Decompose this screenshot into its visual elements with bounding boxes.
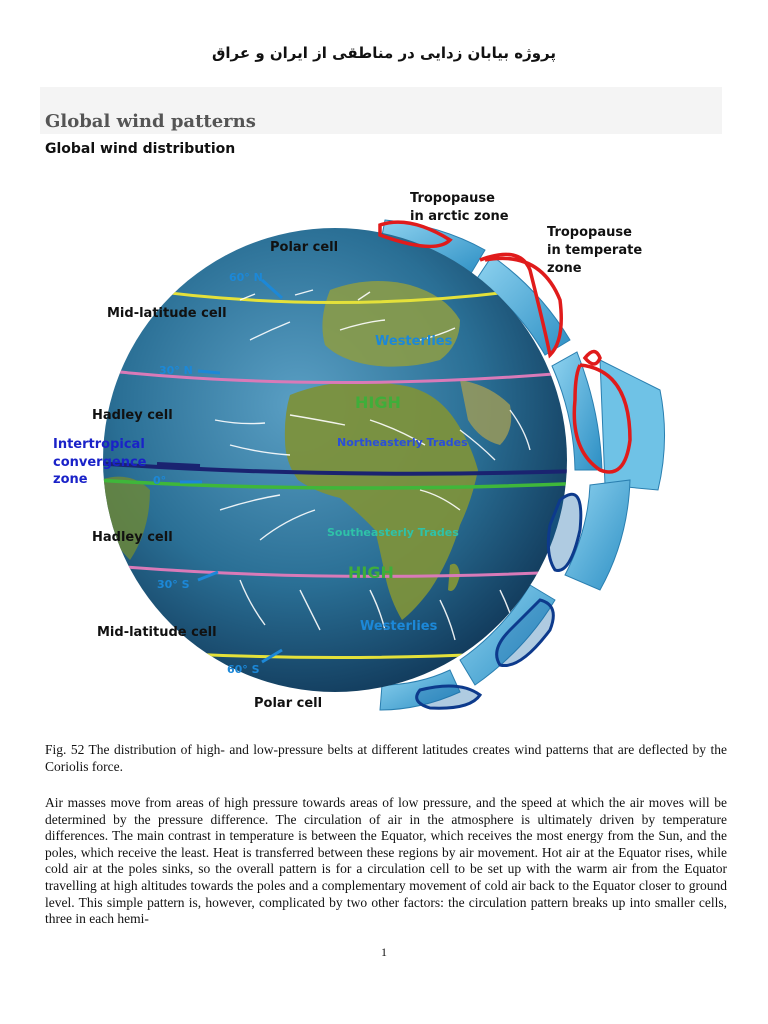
wind-distribution-diagram: [40, 180, 730, 720]
document-header-title: پروژه بیابان زدایی در مناطقی از ایران و عراق: [211, 44, 557, 62]
itcz-label-line-2: convergence: [53, 455, 147, 470]
figure-caption: Fig. 52 The distribution of high- and low-pressure belts at different latitudes creates wind patterns that are deflected by the Coriolis force.: [45, 742, 727, 774]
mid-latitude-cell-north-label: Mid-latitude cell: [107, 306, 227, 321]
polar-cell-south-label: Polar cell: [254, 696, 323, 711]
itcz-label-line-3: zone: [53, 472, 88, 487]
section-heading: Global wind patterns: [45, 111, 256, 132]
polar-cell-north-label: Polar cell: [270, 240, 339, 255]
hadley-cell-north-label: Hadley cell: [92, 408, 173, 423]
itcz-label-line-1: Intertropical: [53, 437, 145, 452]
tropopause-temperate-label-2: in temperate: [547, 243, 643, 258]
latitude-0-label: 0°: [153, 474, 167, 487]
latitude-30n-label: 30° N: [159, 364, 193, 377]
latitude-60n-label: 60° N: [229, 271, 263, 284]
hadley-cell-south-label: Hadley cell: [92, 530, 173, 545]
high-south-label: HIGH: [348, 563, 394, 582]
tropopause-temperate-label-3: zone: [547, 261, 582, 276]
page-number: 1: [381, 945, 387, 959]
wind-distribution-figure: [40, 180, 730, 720]
westerlies-south-label: Westerlies: [360, 619, 438, 634]
body-paragraph: Air masses move from areas of high pressure towards areas of low pressure, and the speed at which the air moves will be determined by the pressure difference. The circulation of air in the atmosphere is ultimately driven by temperature differences. The main contrast in temperature is between the Equator, which receives the most energy from the Sun, and the poles, which receive the least. Heat is transferred between these regions by air movement. Hot air at the Equator rises, while cold air at the poles sinks, so the overall pattern is for a circulation cell to be set up with the warm air from the Equator travelling at high altitudes towards the poles and a complementary movement of cold air back to the Equator closer to ground level. This simple pattern is, however, complicated by two other factors: the circulation pattern breaks up into smaller cells, three in each hemi-: [45, 795, 727, 927]
southeasterly-trades-label: Southeasterly Trades: [327, 526, 459, 539]
tropopause-temperate-label-1: Tropopause: [547, 225, 632, 240]
latitude-30s-label: 30° S: [157, 578, 190, 591]
high-north-label: HIGH: [355, 393, 401, 412]
northeasterly-trades-label: Northeasterly Trades: [337, 436, 468, 449]
mid-latitude-cell-south-label: Mid-latitude cell: [97, 625, 217, 640]
sub-heading: Global wind distribution: [45, 141, 236, 157]
westerlies-north-label: Westerlies: [375, 334, 453, 349]
tropopause-arctic-label-1: Tropopause: [410, 191, 495, 206]
tropopause-arctic-label-2: in arctic zone: [410, 209, 509, 224]
latitude-60s-label: 60° S: [227, 663, 260, 676]
